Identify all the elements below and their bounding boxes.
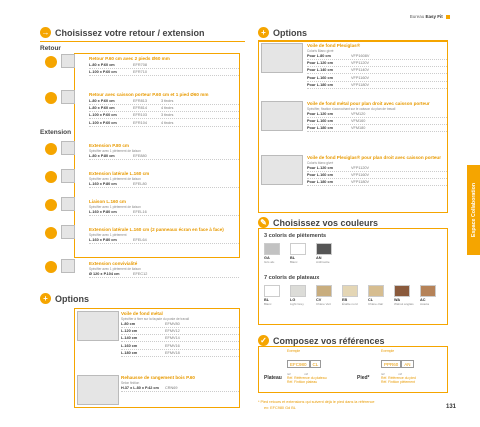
product-desc: Spécifier avec 1 piètement de liaison	[89, 148, 141, 153]
product-row	[307, 82, 447, 89]
page-number: 131	[446, 404, 457, 410]
row-reference: VFM180	[351, 126, 366, 131]
check-icon: ✓	[258, 335, 269, 346]
swatch-color	[316, 243, 332, 255]
row-dimension: L.140 cm	[121, 336, 138, 341]
example-label: Exemple	[287, 349, 301, 353]
ref-tag: réf	[398, 372, 403, 376]
plus-icon: +	[40, 293, 51, 304]
page-header	[410, 14, 450, 19]
row-reference: EFMV12	[165, 328, 180, 333]
footnote: * Pied retours et extensions qui suivent déjà le pied dans la référence	[258, 400, 375, 404]
swatch-code: CL	[368, 298, 374, 302]
pied-caption: Pied*	[357, 375, 370, 381]
swatch-code: BL	[264, 298, 270, 302]
right-options-text: Options	[273, 27, 307, 38]
left-section-title	[40, 27, 245, 38]
swatch-name: Acacia	[420, 302, 430, 306]
product-item	[75, 225, 239, 244]
row-reference: EFR708	[133, 62, 147, 67]
product-item	[75, 141, 239, 160]
refs-box	[258, 346, 448, 393]
color-swatch	[394, 285, 414, 306]
color-swatch	[342, 285, 358, 306]
plateau-caption: Plateau	[264, 375, 282, 381]
row-dimension: Pour L.180 cm	[307, 180, 333, 185]
row-reference: EFR104	[133, 120, 147, 125]
product-text	[89, 259, 239, 278]
product-row	[89, 153, 239, 160]
swatch-code: CV	[316, 298, 322, 302]
product-text	[121, 309, 239, 357]
row-reference: VFP1140V	[351, 68, 370, 73]
row-detail: 3 tiroirs	[160, 98, 174, 103]
row-dimension: Pour L.120 cm	[307, 111, 333, 116]
swatch-code: WA	[394, 298, 401, 302]
row-detail: 4 tiroirs	[160, 105, 174, 110]
options-title-left	[40, 293, 245, 304]
product-row	[89, 181, 239, 188]
swatch-name: Chêne Vert	[316, 302, 332, 306]
product-box-left	[74, 53, 240, 276]
row-reference: EFMV14	[165, 336, 180, 341]
product-item	[75, 54, 239, 76]
product-badge-icon	[45, 171, 57, 183]
row-dimension: L.180 cm	[121, 350, 138, 355]
retour-label: Retour	[40, 45, 61, 52]
swatch-code: GA	[264, 256, 270, 260]
tops-title: 7 coloris de plateaux	[264, 275, 320, 281]
product-item	[75, 309, 239, 357]
product-row	[307, 165, 447, 172]
product-desc: Spécifier avec 1 piètement	[89, 232, 127, 237]
product-title: Voile de fond Plexiglas® pour plan droit avec caisson porteur	[307, 155, 441, 160]
row-reference: EFE880	[133, 153, 147, 158]
divider	[40, 41, 245, 42]
row-reference: EFEL80	[133, 181, 147, 186]
product-title: Extension convivialité	[89, 261, 138, 266]
product-row	[89, 112, 239, 119]
product-row	[307, 111, 447, 118]
product-image	[261, 101, 303, 131]
side-tab-label: Espace Collaboration	[470, 182, 477, 238]
row-reference: EFMV16	[165, 343, 180, 348]
product-desc: Selon finition	[121, 380, 140, 385]
swatch-code: AN	[316, 256, 322, 260]
color-swatch	[290, 243, 306, 264]
options-box-left	[74, 308, 240, 408]
product-row	[89, 209, 239, 216]
product-item	[75, 373, 239, 392]
product-text	[307, 99, 447, 132]
product-row	[307, 179, 447, 186]
product-row	[307, 67, 447, 74]
swatch-name: Blanc	[264, 302, 272, 306]
row-reference: EFEL64	[133, 237, 147, 242]
product-text	[89, 169, 239, 188]
color-swatch	[264, 243, 280, 264]
swatch-name: Light Grey	[290, 302, 304, 306]
product-desc: Coloris Blanc givré	[307, 48, 334, 53]
row-dimension: L.160 x P.80 cm	[89, 209, 117, 214]
arrow-right-icon: →	[41, 28, 50, 37]
product-row	[307, 125, 447, 132]
swatch-color	[290, 243, 306, 255]
row-reference: EFMV18	[165, 350, 180, 355]
example-note: Réf. Finition piètement	[381, 380, 415, 384]
product-desc: Spécifier à fixer sur la façade du poste de travail	[121, 316, 190, 321]
product-row	[121, 385, 239, 392]
product-image	[61, 169, 75, 183]
row-dimension: L.80 x P.60 cm	[89, 98, 115, 103]
color-swatch	[420, 285, 436, 306]
row-dimension: Pour L.120 cm	[307, 60, 333, 65]
product-text	[307, 153, 447, 186]
product-row	[89, 105, 239, 112]
product-row	[307, 60, 447, 67]
header-square-icon	[446, 15, 450, 19]
product-image	[61, 90, 75, 104]
row-dimension: Ø 120 x P.104 cm	[89, 271, 120, 276]
color-swatch	[316, 285, 332, 306]
row-reference: EFMV80	[165, 321, 180, 326]
product-item	[75, 259, 239, 278]
row-dimension: L.100 x P.60 cm	[89, 69, 117, 74]
swatch-name: Blanc	[290, 260, 298, 264]
side-tab	[467, 165, 480, 255]
row-detail: 3 tiroirs	[160, 113, 174, 118]
row-reference: VFP1160V	[351, 172, 370, 177]
product-title: Retour avec caisson porteur P.60 cm et 1 pied Ø60 mm	[89, 92, 209, 97]
product-desc: Spécifier avec 1 piètement de liaison	[89, 204, 141, 209]
product-image	[77, 375, 119, 405]
example-ref: EFC980	[287, 360, 310, 368]
swatch-color	[394, 285, 410, 297]
row-dimension: L.80 cm	[121, 321, 136, 326]
swatch-name: Chêne clair	[368, 302, 384, 306]
product-row	[121, 328, 239, 335]
product-row	[89, 98, 239, 105]
row-reference: EFR813	[133, 98, 147, 103]
right-options-title	[258, 27, 448, 38]
header-prefix: Bureau	[409, 14, 425, 19]
product-image	[61, 54, 75, 68]
example-code: CL	[310, 360, 322, 368]
product-title: Rehausse de rangement bois P.60	[121, 375, 195, 380]
example-note: Réf. Référence du pied	[381, 376, 416, 380]
swatch-color	[316, 285, 332, 297]
product-row	[89, 62, 239, 69]
product-row	[89, 237, 239, 244]
product-desc: Spécifier avec 1 piètement de liaison	[89, 266, 141, 271]
row-reference: VFP1608V	[351, 53, 370, 58]
product-row	[121, 350, 239, 357]
swatch-color	[342, 285, 358, 297]
product-row	[121, 321, 239, 328]
example-pied	[381, 349, 416, 384]
row-dimension: Pour L.160 cm	[307, 118, 333, 123]
product-item	[259, 153, 447, 186]
product-item	[75, 197, 239, 216]
row-dimension: Pour L.180 cm	[307, 82, 333, 87]
swatch-code: BL	[290, 256, 296, 260]
swatch-color	[290, 285, 306, 297]
product-image	[61, 259, 75, 273]
options-box-right	[258, 40, 448, 213]
row-dimension: H.37 x L.80 x P.42 cm	[121, 385, 159, 390]
example-note: Réf. Référence du plateau	[287, 376, 327, 380]
product-image	[77, 311, 119, 341]
row-reference: VFP1120V	[351, 60, 370, 65]
row-reference: EFR814	[133, 105, 147, 110]
row-dimension: L.80 x P.60 cm	[89, 62, 115, 67]
row-dimension: L.160 x P.80 cm	[89, 181, 117, 186]
product-row	[307, 74, 447, 81]
product-row	[89, 271, 239, 278]
product-image	[61, 197, 75, 211]
product-image	[61, 225, 75, 239]
row-dimension: L.160 cm	[121, 343, 138, 348]
product-title: Voile de fond métal pour plan droit avec caisson porteur	[307, 101, 430, 106]
footnote-example: ex: EFC980 Gd BL	[264, 406, 296, 410]
row-dimension: Pour L.140 cm	[307, 68, 333, 73]
row-reference: VFM160	[351, 118, 366, 123]
row-dimension: L.80 x P.60 cm	[89, 105, 115, 110]
row-dimension: Pour L.180 cm	[307, 126, 333, 131]
row-reference: CRN69	[165, 385, 178, 390]
refs-title	[258, 335, 448, 346]
swatch-name: Gris alu	[264, 260, 275, 264]
row-dimension: Pour L.160 cm	[307, 75, 333, 80]
product-row	[307, 172, 447, 179]
product-title: Retour P.60 cm avec 2 pieds Ø60 mm	[89, 56, 170, 61]
product-image	[261, 43, 303, 73]
swatch-name: Érable nord	[342, 302, 358, 306]
product-desc: Spécifier, fixation s'accrochant sur le caisson du plan de travail	[307, 106, 396, 111]
product-row	[89, 69, 239, 76]
row-dimension: L.120 cm	[121, 328, 138, 333]
product-row	[89, 119, 239, 126]
frames-title: 3 coloris de piètements	[264, 233, 327, 239]
product-row	[121, 342, 239, 349]
product-title: Extension latérale L.160 cm (2 panneaux écran en face à face)	[89, 227, 224, 232]
product-text	[121, 373, 239, 392]
color-swatch	[290, 285, 306, 306]
swatch-name: Anthracite	[316, 260, 330, 264]
color-swatch	[316, 243, 332, 264]
left-title-text: Choisissez votre retour / extension	[55, 27, 205, 38]
swatch-code: AC	[420, 298, 426, 302]
example-note: Réf. Finition plateau	[287, 380, 318, 384]
swatch-color	[264, 243, 280, 255]
colors-title-text: Choisissez vos couleurs	[273, 217, 379, 228]
product-row	[307, 118, 447, 125]
row-reference: VFM120	[351, 111, 366, 116]
product-badge-icon	[45, 199, 57, 211]
row-dimension: Pour L.160 cm	[307, 172, 333, 177]
row-reference: EFEL16	[133, 209, 147, 214]
plus-icon: +	[258, 27, 269, 38]
row-reference: VFP1160V	[351, 75, 370, 80]
product-text	[89, 225, 239, 244]
colors-box	[258, 228, 448, 325]
product-text	[89, 54, 239, 76]
row-reference: VFP1180V	[351, 180, 370, 185]
product-desc: Spécifier avec 1 piètement de liaison	[89, 176, 141, 181]
product-title: Voile de fond Plexiglas®	[307, 43, 361, 48]
palette-icon: ✎	[258, 217, 269, 228]
product-title: Liaison L.160 cm	[89, 199, 127, 204]
row-reference: EFR710	[133, 69, 147, 74]
product-badge-icon	[45, 92, 57, 104]
product-text	[307, 41, 447, 89]
product-row	[307, 53, 447, 60]
swatch-color	[264, 285, 280, 297]
product-item	[259, 99, 447, 132]
product-text	[89, 197, 239, 216]
colors-title	[258, 217, 448, 228]
product-badge-icon	[45, 143, 57, 155]
example-code: AN	[401, 360, 413, 368]
ref-tag: réf	[381, 372, 385, 376]
product-title: Voile de fond métal	[121, 311, 163, 316]
product-item	[259, 41, 447, 89]
color-swatch	[368, 285, 384, 306]
row-dimension: L.100 x P.60 cm	[89, 120, 117, 125]
extension-label: Extension	[40, 129, 72, 136]
ref-tag: réf	[287, 372, 291, 376]
swatch-name: Walnut anglais	[394, 302, 414, 306]
product-text	[89, 141, 239, 160]
row-dimension: Pour L.80 cm	[307, 53, 331, 58]
swatch-color	[368, 285, 384, 297]
row-reference: EFR103	[133, 113, 147, 118]
product-badge-icon	[45, 56, 57, 68]
row-detail: 4 tiroirs	[160, 120, 174, 125]
product-text	[89, 90, 239, 127]
row-dimension: Pour L.120 cm	[307, 165, 333, 170]
swatch-code: LG	[290, 298, 296, 302]
ref-tag: réf	[304, 372, 309, 376]
product-image	[261, 155, 303, 185]
row-reference: VFP1120V	[351, 165, 370, 170]
row-dimension: L.100 x P.60 cm	[89, 113, 117, 118]
options-title-text: Options	[55, 293, 89, 304]
swatch-color	[420, 285, 436, 297]
color-swatch	[264, 285, 280, 306]
row-reference: EFEC12	[133, 271, 148, 276]
row-reference: VFP1180V	[351, 82, 370, 87]
example-ref: PPR60	[381, 360, 401, 368]
product-desc: Coloris blanc givré	[307, 160, 334, 165]
product-title: Extension P.80 cm	[89, 143, 130, 148]
example-plateau	[287, 349, 327, 384]
row-dimension: L.80 x P.80 cm	[89, 153, 115, 158]
product-item	[75, 169, 239, 188]
product-badge-icon	[45, 227, 57, 239]
refs-title-text: Composez vos références	[273, 335, 385, 346]
product-title: Extension latérale L.160 cm	[89, 171, 150, 176]
swatch-code: EB	[342, 298, 348, 302]
row-dimension: L.160 x P.80 cm	[89, 237, 117, 242]
product-image	[61, 141, 75, 155]
product-item	[75, 90, 239, 127]
product-row	[121, 335, 239, 342]
header-brand: Easy Fit	[425, 14, 443, 19]
product-badge-icon	[45, 261, 57, 273]
example-label: Exemple	[381, 349, 395, 353]
